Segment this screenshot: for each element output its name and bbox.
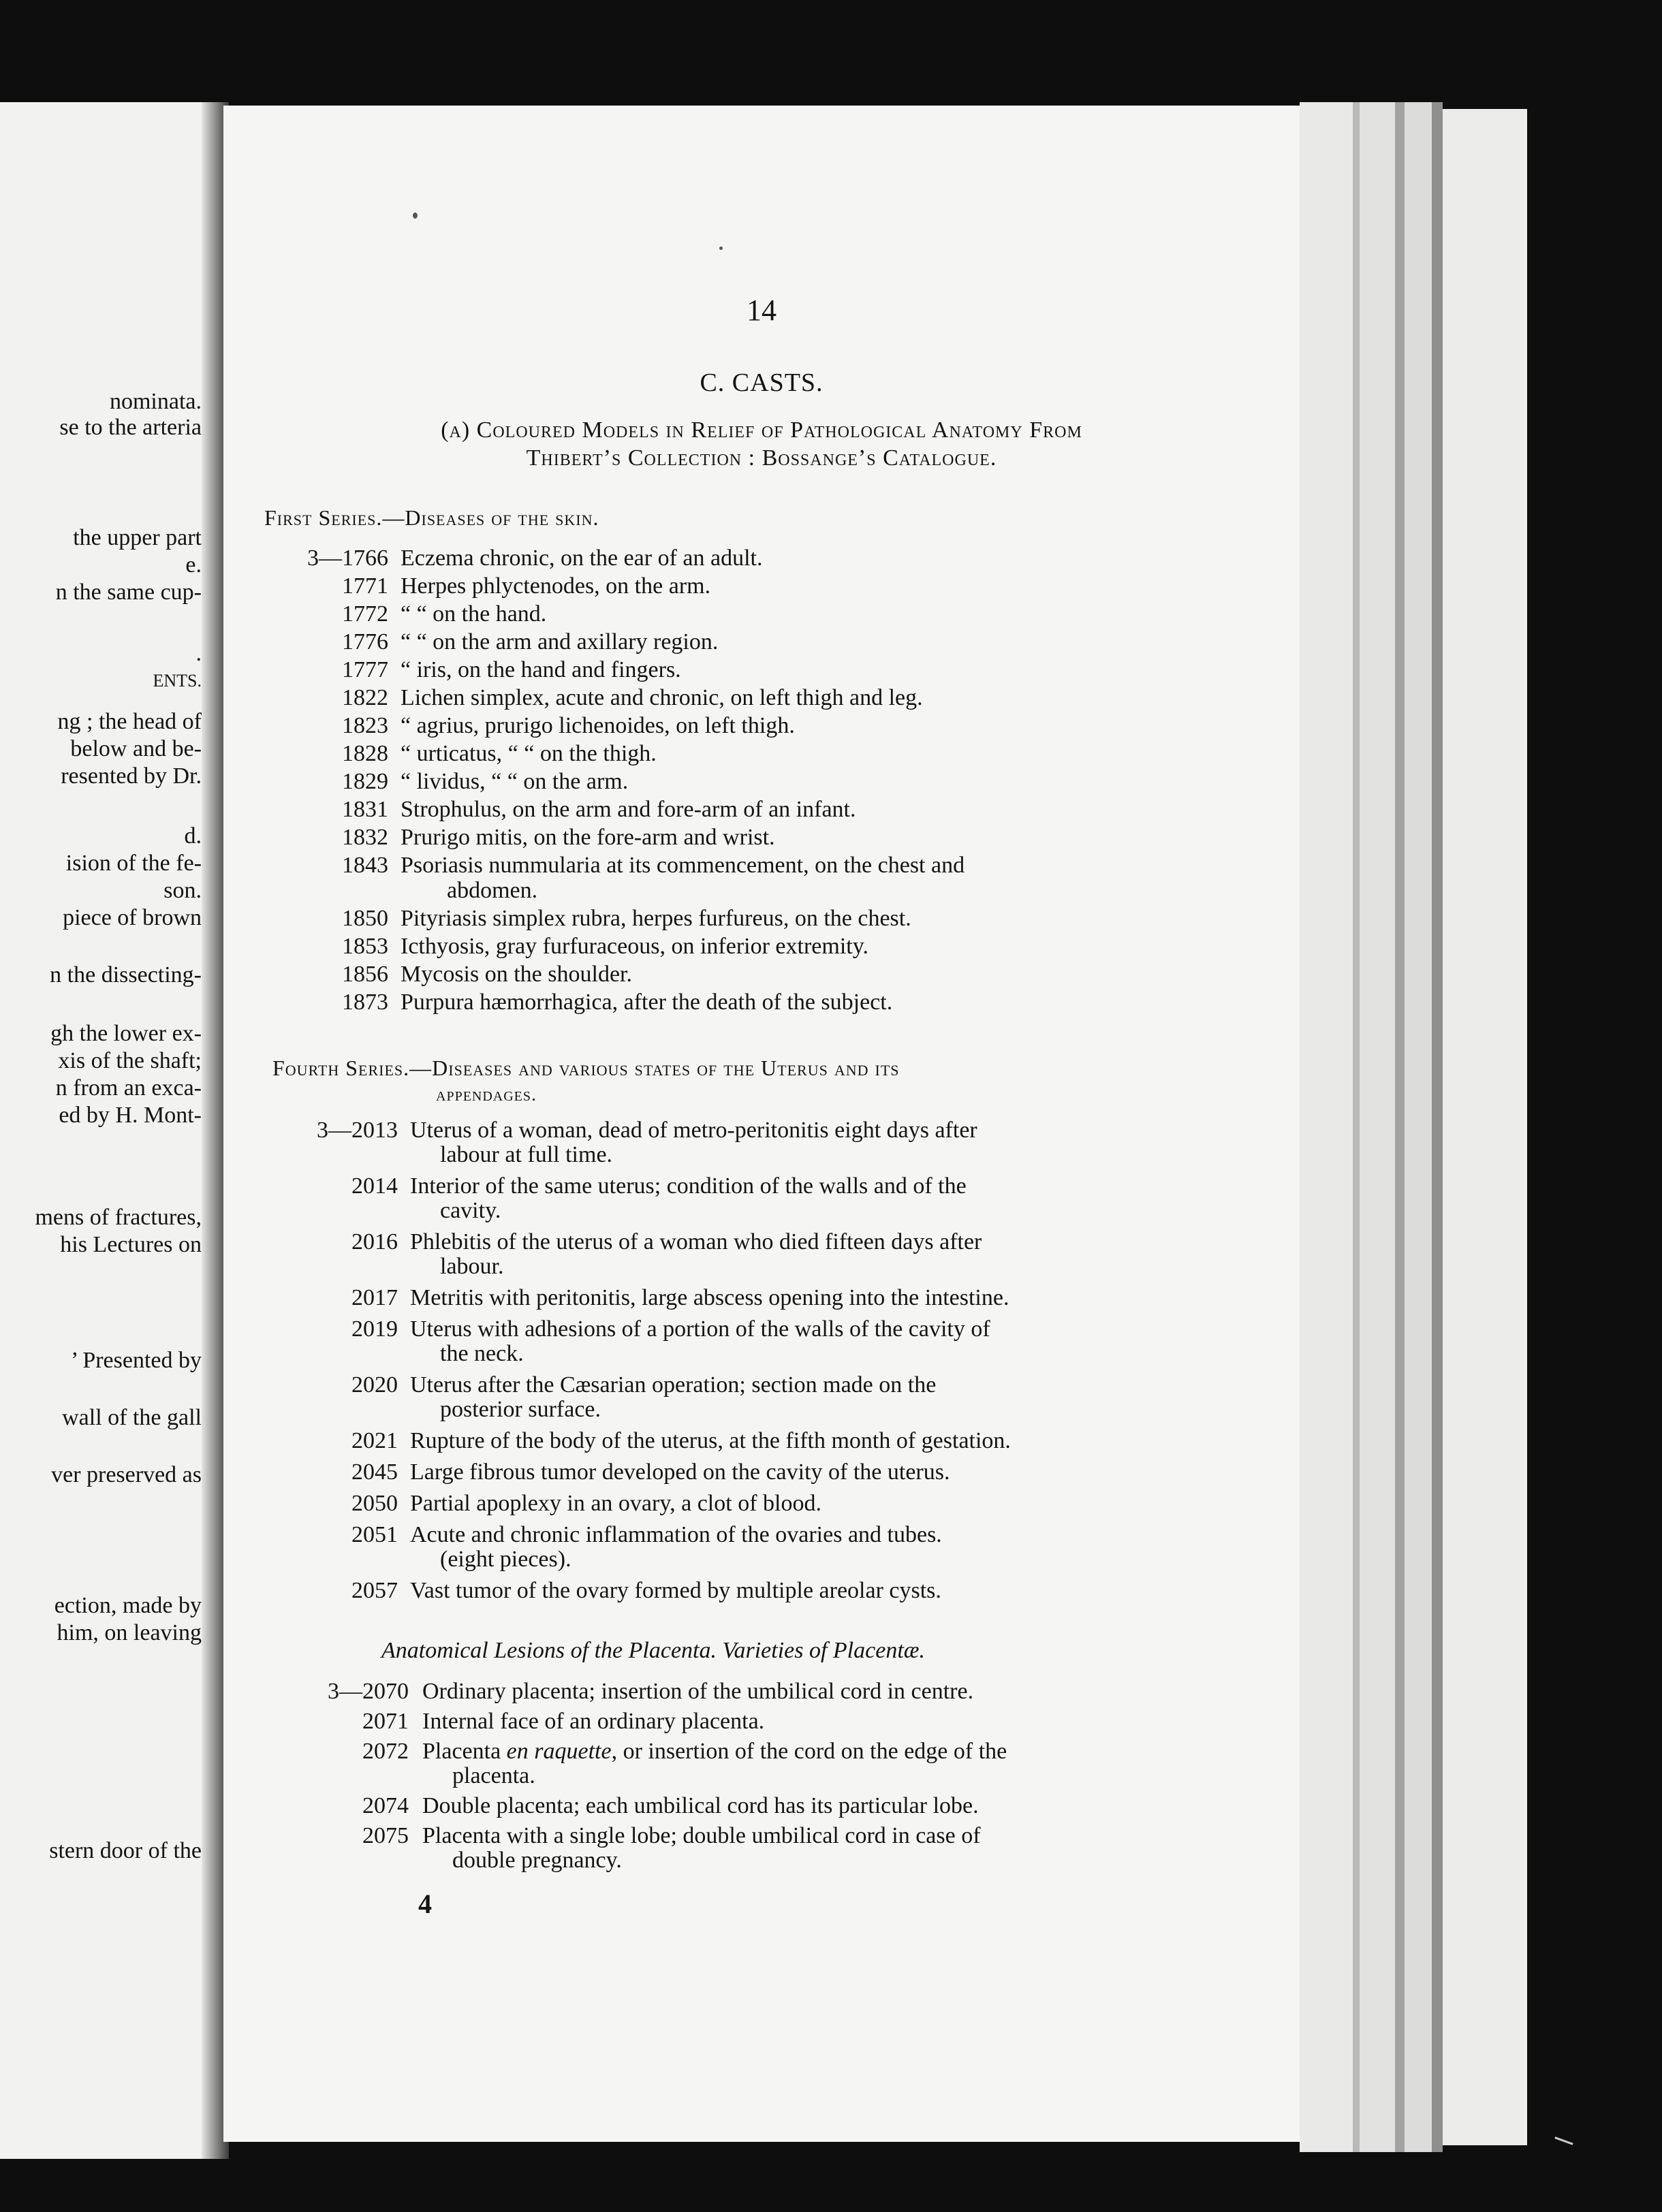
entry-number: 2071	[362, 1709, 409, 1734]
paper-speck	[413, 212, 418, 219]
entry-text: Ordinary placenta; insertion of the umbilical cord in centre.	[422, 1679, 974, 1704]
entry-text: Acute and chronic inflammation of the ovaries and tubes.	[410, 1522, 942, 1547]
left-page-fragment: his Lectures on	[60, 1232, 202, 1257]
series-heading-continuation: appendages.	[436, 1084, 537, 1105]
left-page-fragment: ’ Presented by	[71, 1348, 202, 1373]
left-page-fragment: son.	[163, 878, 202, 903]
page-edge	[1353, 102, 1360, 2152]
entry-text: Psoriasis nummularia at its commencement, on the chest and	[401, 853, 965, 878]
entry-continuation: cavity.	[440, 1198, 501, 1223]
page-edge	[1300, 102, 1353, 2152]
entry-text: Placenta with a single lobe; double umbilical cord in case of	[422, 1823, 981, 1848]
subsection-title-line-1: (a) Coloured Models in Relief of Pathological Anatomy From	[441, 417, 1082, 443]
section-title: C. CASTS.	[700, 368, 824, 397]
entry-text: Rupture of the body of the uterus, at the fifth month of gestation.	[410, 1428, 1011, 1453]
left-page-fragment: xis of the shaft;	[58, 1048, 202, 1073]
entry-text: Pityriasis simplex rubra, herpes furfureus, on the chest.	[401, 906, 911, 931]
left-page-fragment: n the dissecting-	[50, 962, 202, 988]
entry-text: “ “ on the hand.	[401, 601, 547, 627]
left-page-fragment: n the same cup-	[55, 580, 202, 605]
left-page-fragment: stern door of the	[49, 1838, 202, 1863]
left-page-fragment: e.	[185, 552, 202, 578]
series-heading: Fourth Series.—Diseases and various states of the Uterus and its	[272, 1056, 900, 1080]
left-page-fragment: ision of the fe-	[65, 851, 202, 876]
left-page-fragment: nominata.	[109, 389, 202, 414]
entry-text: Strophulus, on the arm and fore-arm of an infant.	[401, 797, 856, 822]
entry-text: Internal face of an ordinary placenta.	[422, 1709, 765, 1734]
entry-text: “ iris, on the hand and fingers.	[401, 657, 681, 682]
entry-number: 2057	[351, 1578, 398, 1603]
entry-number: 1822	[342, 685, 388, 710]
left-page-fragment: ed by H. Mont-	[59, 1103, 202, 1128]
entry-number: 2074	[362, 1793, 409, 1818]
page-edge	[1360, 102, 1395, 2152]
entry-text: Double placenta; each umbilical cord has its particular lobe.	[422, 1793, 979, 1818]
entry-text: Mycosis on the shoulder.	[401, 962, 632, 987]
entry-number: 1832	[342, 825, 388, 850]
page-edge	[1395, 102, 1405, 2152]
entry-number: 1843	[342, 853, 388, 878]
series-heading: First Series.—Diseases of the skin.	[264, 505, 599, 530]
left-page-fragment: ENTS.	[153, 671, 202, 691]
entry-number: 1771	[342, 573, 388, 599]
entry-number: 1856	[342, 962, 388, 987]
entry-number: 1828	[342, 741, 388, 766]
entry-number: 2075	[362, 1823, 409, 1848]
entry-number: 3—1766	[307, 546, 388, 571]
entry-continuation: labour.	[440, 1254, 504, 1279]
left-page-fragment: n from an exca-	[55, 1075, 202, 1101]
left-facing-page	[0, 102, 217, 2159]
entry-number: 2051	[351, 1522, 398, 1547]
entry-number: 1831	[342, 797, 388, 822]
entry-number: 1850	[342, 906, 388, 931]
entry-number: 1829	[342, 769, 388, 794]
entry-number: 2019	[351, 1316, 398, 1342]
left-page-fragment: d.	[184, 823, 202, 849]
left-page-fragment: him, on leaving	[57, 1620, 202, 1645]
entry-continuation: posterior surface.	[440, 1397, 601, 1422]
signature-mark: 4	[418, 1889, 432, 1919]
entry-number: 3—2013	[317, 1118, 398, 1143]
entry-number: 2072	[362, 1739, 409, 1764]
entry-number: 2017	[351, 1285, 398, 1310]
entry-text: Uterus with adhesions of a portion of the walls of the cavity of	[410, 1316, 990, 1342]
left-page-fragment: wall of the gall	[62, 1405, 202, 1430]
left-page-fragment: .	[195, 641, 202, 666]
left-page-fragment: the upper part	[73, 525, 202, 550]
edge-mark	[1554, 2136, 1573, 2145]
entry-number: 1772	[342, 601, 388, 627]
entry-number: 1873	[342, 990, 388, 1015]
entry-number: 2016	[351, 1229, 398, 1254]
entry-text: Metritis with peritonitis, large abscess opening into the intestine.	[410, 1285, 1009, 1310]
entry-number: 1776	[342, 629, 388, 654]
entry-text: Eczema chronic, on the ear of an adult.	[401, 546, 763, 571]
left-page-fragment: ver preserved as	[51, 1462, 202, 1487]
entry-number: 2021	[351, 1428, 398, 1453]
left-page-fragment: se to the arteria	[59, 415, 202, 440]
entry-text: Interior of the same uterus; condition of the walls and of the	[410, 1173, 967, 1199]
entry-text: “ urticatus, “ “ on the thigh.	[401, 741, 657, 766]
entry-text: Uterus of a woman, dead of metro-peritonitis eight days after	[410, 1118, 977, 1143]
entry-continuation: double pregnancy.	[452, 1848, 622, 1873]
entry-number: 3—2070	[328, 1679, 409, 1704]
entry-text: Partial apoplexy in an ovary, a clot of blood.	[410, 1491, 821, 1516]
left-page-fragment: resented by Dr.	[61, 763, 202, 789]
left-page-fragment: gh the lower ex-	[50, 1021, 202, 1046]
page-number: 14	[747, 294, 777, 327]
entry-text: “ lividus, “ “ on the arm.	[401, 769, 629, 794]
entry-text: Lichen simplex, acute and chronic, on left thigh and leg.	[401, 685, 923, 710]
page-edge	[1405, 102, 1432, 2152]
entry-number: 2014	[351, 1173, 398, 1199]
entry-number: 2050	[351, 1491, 398, 1516]
left-page-fragment: ng ; the head of	[57, 709, 202, 734]
entry-text: Icthyosis, gray furfuraceous, on inferior extremity.	[401, 934, 869, 959]
entry-continuation: (eight pieces).	[440, 1547, 571, 1572]
entry-number: 2020	[351, 1372, 398, 1397]
entry-continuation: placenta.	[452, 1763, 535, 1788]
entry-text: Vast tumor of the ovary formed by multiple areolar cysts.	[410, 1578, 941, 1603]
entry-text: Purpura hæmorrhagica, after the death of the subject.	[401, 990, 893, 1015]
entry-text: “ “ on the arm and axillary region.	[401, 629, 719, 654]
entry-continuation: labour at full time.	[440, 1142, 613, 1167]
page-edge	[1443, 109, 1527, 2145]
entry-text: Placenta en raquette, or insertion of the cord on the edge of the	[422, 1739, 1007, 1764]
left-page-fragment: piece of brown	[63, 905, 202, 930]
entry-text: Phlebitis of the uterus of a woman who died fifteen days after	[410, 1229, 982, 1254]
paper-speck	[719, 247, 723, 250]
page-edge	[1432, 102, 1443, 2152]
left-page-fragment: ection, made by	[54, 1593, 202, 1618]
entry-number: 1823	[342, 713, 388, 738]
subsection-title-line-2: Thibert’s Collection : Bossange’s Catalogue.	[526, 445, 997, 471]
entry-text: Prurigo mitis, on the fore-arm and wrist.	[401, 825, 775, 850]
entry-number: 1777	[342, 657, 388, 682]
left-page-fragment: mens of fractures,	[35, 1205, 202, 1230]
entry-continuation: abdomen.	[447, 878, 538, 903]
entry-number: 2045	[351, 1459, 398, 1485]
entry-continuation: the neck.	[440, 1341, 524, 1366]
left-page-fragment: below and be-	[70, 736, 202, 761]
entry-text: “ agrius, prurigo lichenoides, on left thigh.	[401, 713, 795, 738]
entry-text: Large fibrous tumor developed on the cavity of the uterus.	[410, 1459, 950, 1485]
entry-text: Herpes phlyctenodes, on the arm.	[401, 573, 711, 599]
entry-number: 1853	[342, 934, 388, 959]
entry-text: Uterus after the Cæsarian operation; section made on the	[410, 1372, 937, 1397]
placenta-heading: Anatomical Lesions of the Placenta. Varieties of Placentæ.	[381, 1638, 925, 1663]
